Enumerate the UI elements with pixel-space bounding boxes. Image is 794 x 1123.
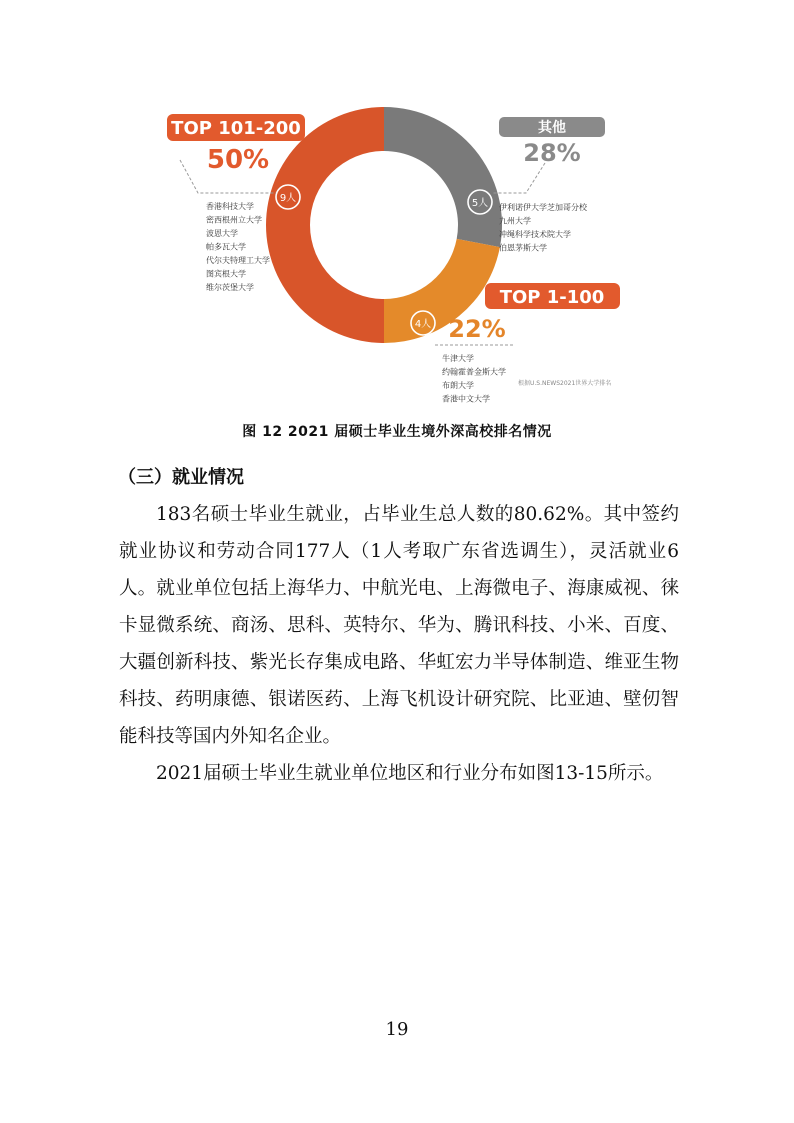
percent-label-1: 28%	[523, 139, 581, 167]
donut-slice-1	[384, 107, 502, 247]
figure-caption: 图 12 2021 届硕士毕业生境外深高校排名情况	[242, 424, 552, 440]
school-name: 维尔茨堡大学	[206, 283, 254, 292]
source-note: 根据U.S.NEWS2021世界大学排名	[518, 380, 612, 387]
school-name: 约翰霍普金斯大学	[442, 367, 506, 377]
count-label-0: 9人	[279, 193, 297, 204]
school-name: 香港中文大学	[442, 394, 490, 404]
count-label-2: 4人	[414, 319, 432, 330]
school-name: 帕多瓦大学	[206, 242, 246, 252]
count-label-1: 5人	[471, 198, 489, 209]
school-name: 伯恩茅斯大学	[499, 243, 547, 253]
page-number: 19	[385, 1019, 409, 1040]
percent-label-0: 50%	[206, 145, 270, 175]
school-name: 布朗大学	[442, 381, 474, 390]
paragraph-distribution: 2021届硕士毕业生就业单位地区和行业分布如图13-15所示。	[156, 763, 664, 784]
donut-chart	[160, 105, 630, 415]
school-name: 冲绳科学技术院大学	[499, 230, 571, 239]
label-pill-text-1: 其他	[538, 120, 566, 136]
leader-line-1	[492, 163, 545, 193]
school-name: 香港科技大学	[206, 202, 254, 211]
school-name: 代尔夫特理工大学	[206, 256, 270, 265]
percent-label-2: 22%	[448, 315, 506, 343]
label-pill-text-2: TOP 1-100	[499, 287, 605, 308]
donut-chart-svg	[160, 105, 630, 415]
school-name: 伊利诺伊大学芝加哥分校	[499, 203, 587, 212]
school-name: 密西根州立大学	[206, 215, 262, 225]
school-name: 图宾根大学	[206, 269, 246, 279]
school-name: 牛津大学	[442, 354, 474, 363]
school-name: 波恩大学	[206, 229, 238, 238]
donut-slice-0	[266, 107, 384, 343]
school-name: 九州大学	[499, 216, 531, 226]
paragraph-employment: 183名硕士毕业生就业，占毕业生总人数的80.62%。其中签约就业协议和劳动合同177人（1人考取广东省选调生），灵活就业6人。就业单位包括上海华力、中航光电、上海微电子、海康威视、徕卡显微系统、商汤、思科、英特尔、华为、腾讯科技、小米、百度、大疆创新科技、紫光长存集成电路、华虹宏力半导体制造、维亚生物科技、药明康德、银诺医药、上海飞机设计研究院、比亚迪、壁仞智能科技等国内外知名企业。	[119, 504, 679, 747]
label-pill-text-0: TOP 101-200	[171, 118, 301, 139]
section-title: （三）就业情况	[118, 467, 244, 488]
